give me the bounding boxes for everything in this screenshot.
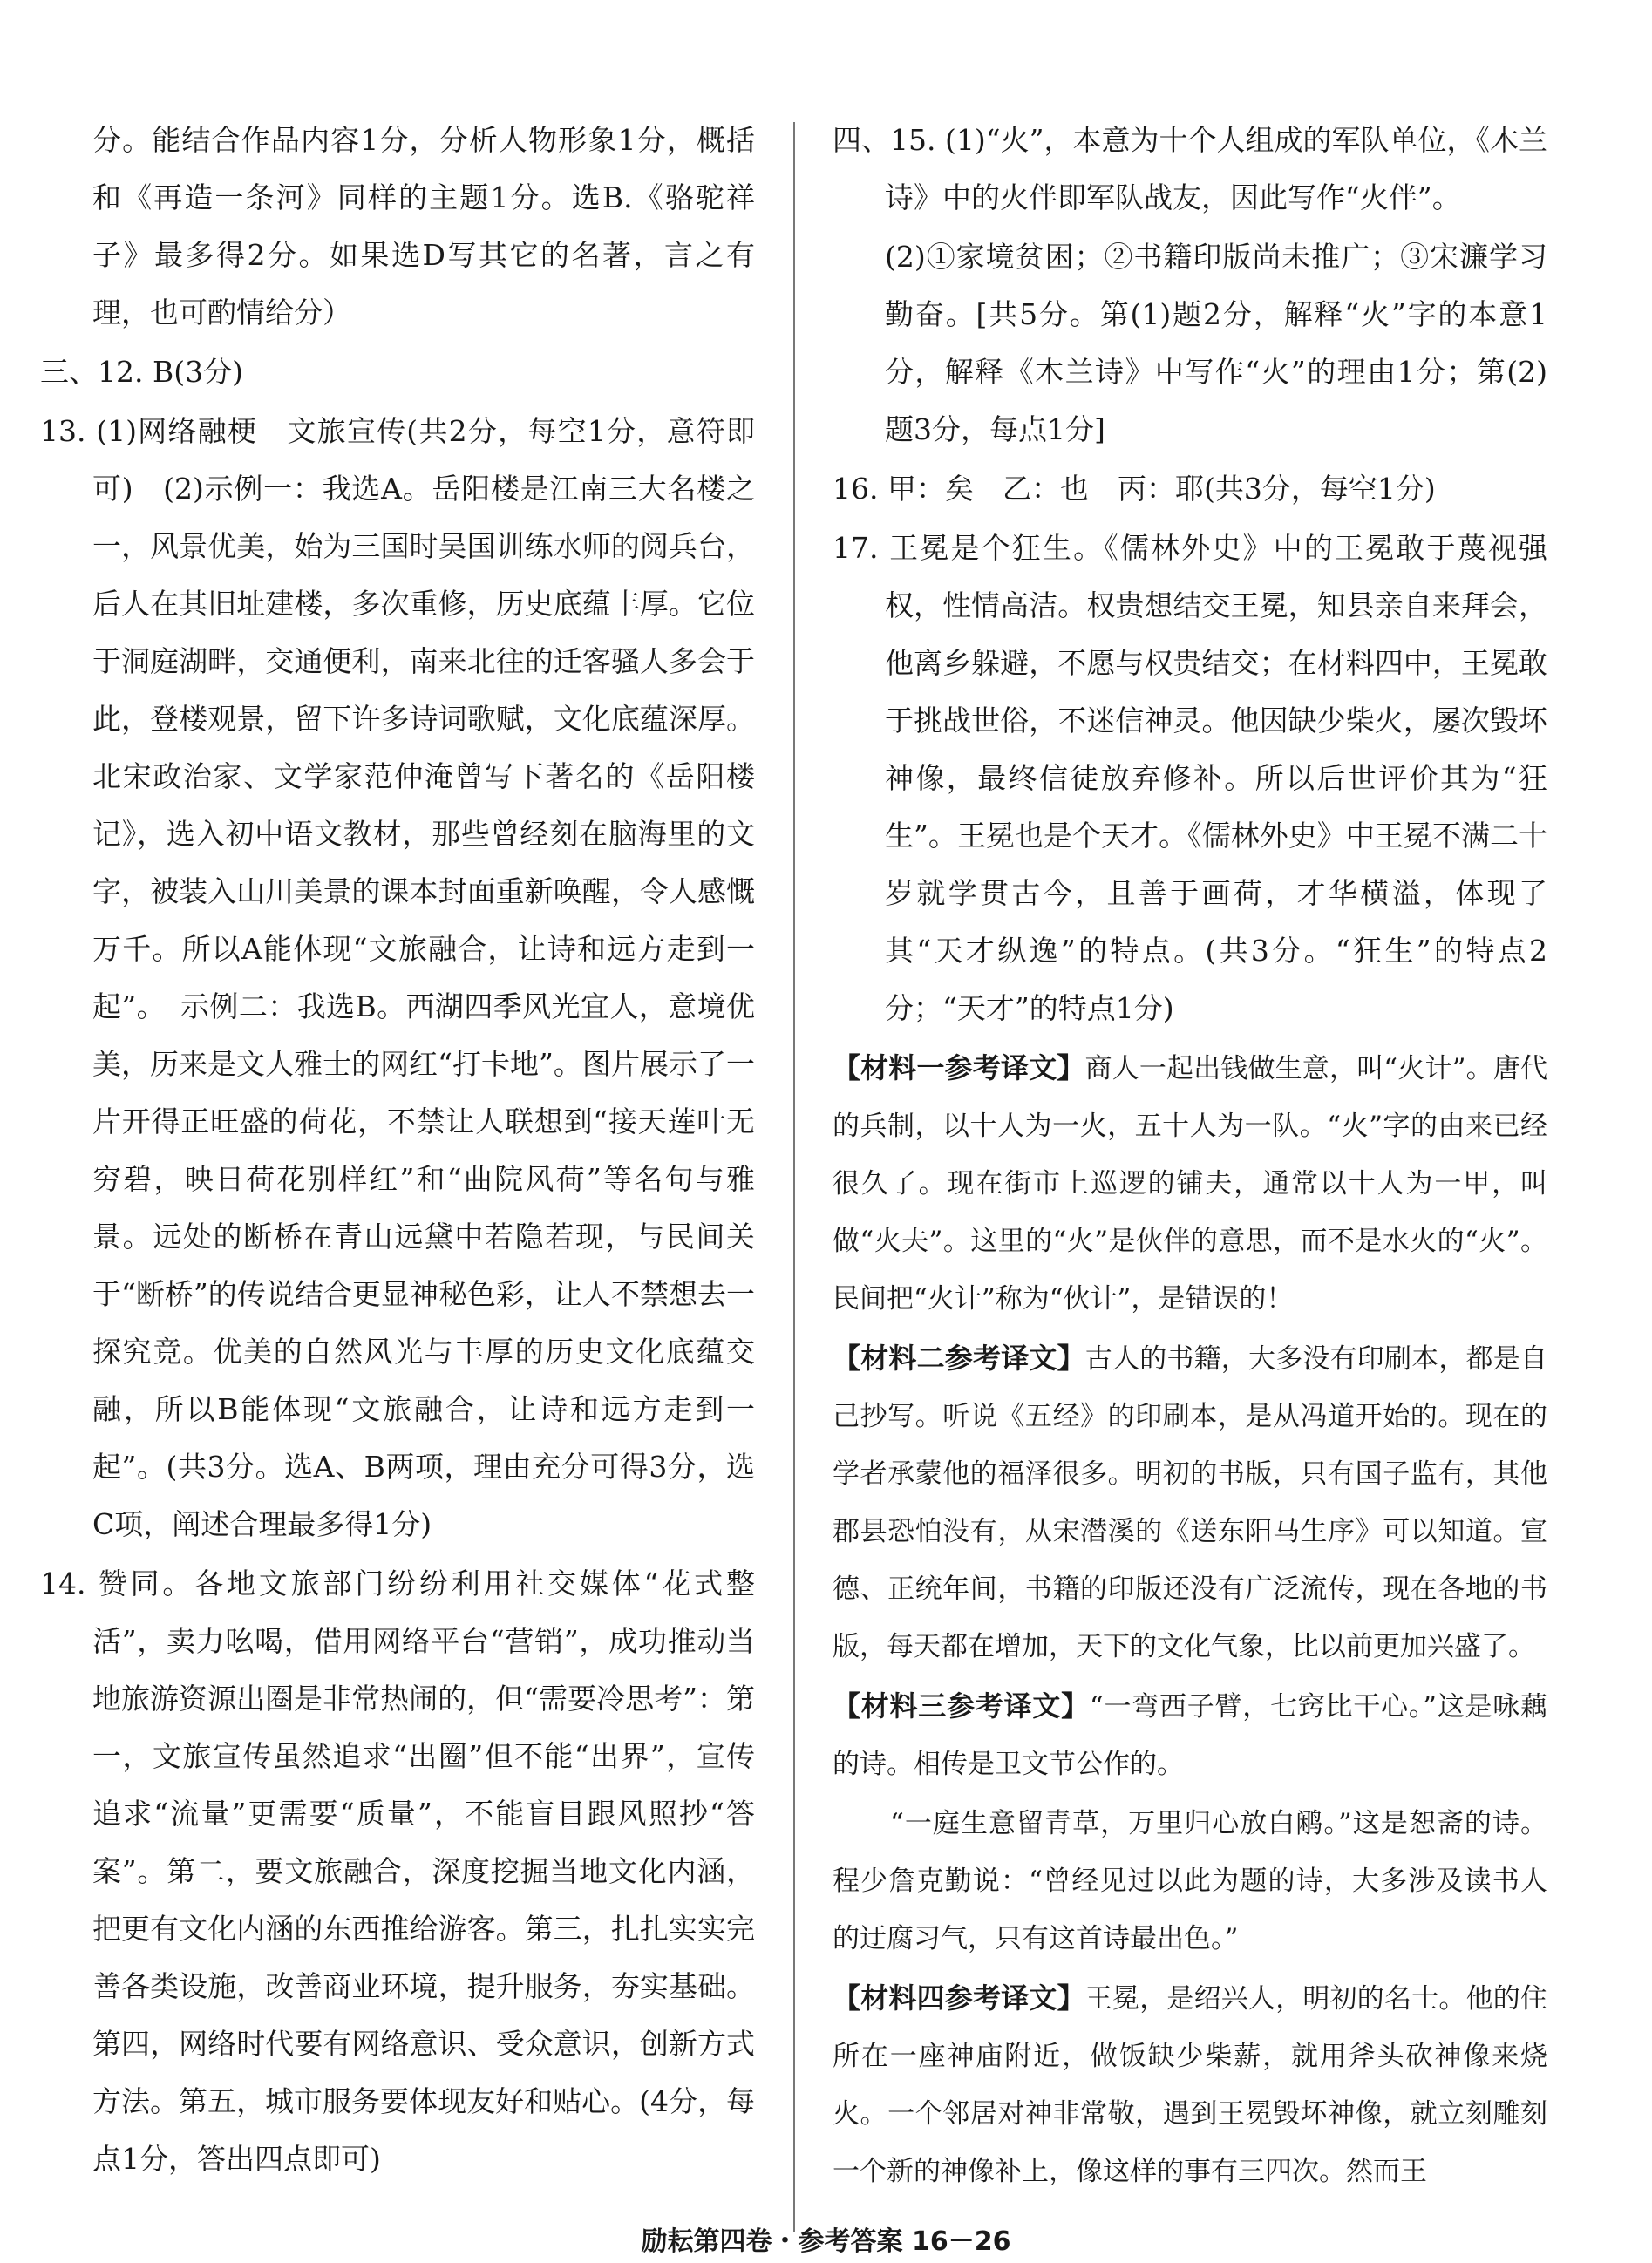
answer-16: 16. 甲：矣 乙：也 丙：耶(共3分，每空1分) (833, 472, 1436, 506)
material-3-translation (833, 1677, 1547, 1793)
answer-13: 13. (1)网络融梗 文旅宣传(共2分，每空1分，意符即可) (2)示例一：我选A。岳阳楼是江南三大名楼之一，风景优美，始为三国时吴国训练水师的阅兵台，后人在其旧址建楼，多次重修，历史底蕴丰厚。它位于洞庭湖畔，交通便利，南来北往的迁客骚人多会于此，登楼观景，留下许多诗词歌赋，文化底蕴深厚。北宋政治家、文学家范仲淹曾写下著名的《岳阳楼记》，选入初中语文教材，那些曾经刻在脑海里的文字，被装入山川美景的课本封面重新唤醒，令人感慨万千。所以A能体现“文旅融合，让诗和远方走到一起”。 示例二：我选B。西湖四季风光宜人，意境优美，历来是文人雅士的网红“打卡地”。图片展示了一片开得正旺盛的荷花，不禁让人联想到“接天莲叶无穷碧，映日荷花别样红”和“曲院风荷”等名句与雅景。远处的断桥在青山远黛中若隐若现，与民间关于“断桥”的传说结合更显神秘色彩，让人不禁想去一探究竟。优美的自然风光与丰厚的历史文化底蕴交融，所以B能体现“文旅融合，让诗和远方走到一起”。(共3分。选A、B两项，理由充分可得3分，选C项，阐述合理最多得1分) (40, 414, 755, 1541)
material-1-translation (833, 1039, 1547, 1328)
material-1-text: 商人一起出钱做生意，叫“火计”。唐代的兵制，以十人为一火，五十人为一队。“火”字的由来已经很久了。现在街市上巡逻的铺夫，通常以十人为一甲，叫做“火夫”。这里的“火”是伙伴的意思，而不是水火的“火”。民间把“火计”称为“伙计”，是错误的！ (833, 1053, 1547, 1315)
material-2-translation (833, 1329, 1547, 1675)
material-4-label: 【材料四参考译文】 (833, 1981, 1085, 2015)
answer-14: 14. 赞同。各地文旅部门纷纷利用社交媒体“花式整活”，卖力吆喝，借用网络平台“营销”，成功推动当地旅游资源出圈是非常热闹的，但“需要冷思考”：第一，文旅宣传虽然追求“出圈”但不能“出界”，宣传追求“流量”更需要“质量”，不能盲目跟风照抄“答案”。第二，要文旅融合，深度挖掘当地文化内涵，把更有文化内涵的东西推给游客。第三，扎扎实实完善各类设施，改善商业环境，提升服务，夯实基础。第四，网络时代要有网络意识、受众意识，创新方式方法。第五，城市服务要体现友好和贴心。(4分，每点1分，答出四点即可) (40, 1566, 755, 2176)
material-1-label: 【材料一参考译文】 (833, 1051, 1085, 1084)
answer-11-continued: 分。能结合作品内容1分，分析人物形象1分，概括和《再造一条河》同样的主题1分。选B.《骆驼祥子》最多得2分。如果选D写其它的名著，言之有理，也可酌情给分） (92, 123, 755, 330)
material-3-text: “一弯西子臂，七窍比干心。”这是咏藕的诗。相传是卫文节公作的。 (833, 1691, 1547, 1780)
left-column (40, 112, 755, 2190)
material-2-text: 古人的书籍，大多没有印刷本，都是自己抄写。听说《五经》的印刷本，是从冯道开始的。现在的学者承蒙他的福泽很多。明初的书版，只有国子监有，其他郡县恐怕没有，从宋潜溪的《送东阳马生序》可以知道。宣德、正统年间，书籍的印版还没有广泛流传，现在各地的书版，每天都在增加，天下的文化气象，比以前更加兴盛了。 (833, 1343, 1547, 1662)
answer-15-part1: 四、15. (1)“火”，本意为十个人组成的军队单位，《木兰诗》中的火伴即军队战友，因此写作“火伴”。 (833, 123, 1547, 214)
material-4-translation (833, 1969, 1547, 2200)
page-footer: 励耘第四卷・参考答案 16－26 (641, 2226, 1011, 2257)
material-3-label: 【材料三参考译文】 (833, 1689, 1090, 1723)
answer-12: 三、12. B(3分) (40, 355, 243, 389)
material-3-second-paragraph: “一庭生意留青草，万里归心放白鹇。”这是恕斋的诗。程少詹克勤说：“曾经见过以此为题的诗，大多涉及读书人的迂腐习气，只有这首诗最出色。” (833, 1808, 1547, 1954)
right-column (833, 112, 1547, 2202)
answer-15-part2: (2)①家境贫困；②书籍印版尚未推广；③宋濂学习勤奋。[共5分。第(1)题2分，解释“火”字的本意1分，解释《木兰诗》中写作“火”的理由1分；第(2)题3分，每点1分] (885, 240, 1547, 446)
column-divider (793, 122, 795, 2232)
material-2-label: 【材料二参考译文】 (833, 1342, 1085, 1375)
answer-17: 17. 王冕是个狂生。《儒林外史》中的王冕敢于蔑视强权，性情高洁。权贵想结交王冕，知县亲自来拜会，他离乡躲避，不愿与权贵结交；在材料四中，王冕敢于挑战世俗，不迷信神灵。他因缺少柴火，屡次毁坏神像，最终信徒放弃修补。所以后世评价其为“狂生”。王冕也是个天才。《儒林外史》中王冕不满二十岁就学贯古今，且善于画荷，才华横溢，体现了其“天才纵逸”的特点。(共3分。“狂生”的特点2分；“天才”的特点1分) (833, 531, 1547, 1025)
material-4-text: 王冕，是绍兴人，明初的名士。他的住所在一座神庙附近，做饭缺少柴薪，就用斧头砍神像来烧火。一个邻居对神非常敬，遇到王冕毁坏神像，就立刻雕刻一个新的神像补上，像这样的事有三四次。然而王 (833, 1983, 1547, 2187)
